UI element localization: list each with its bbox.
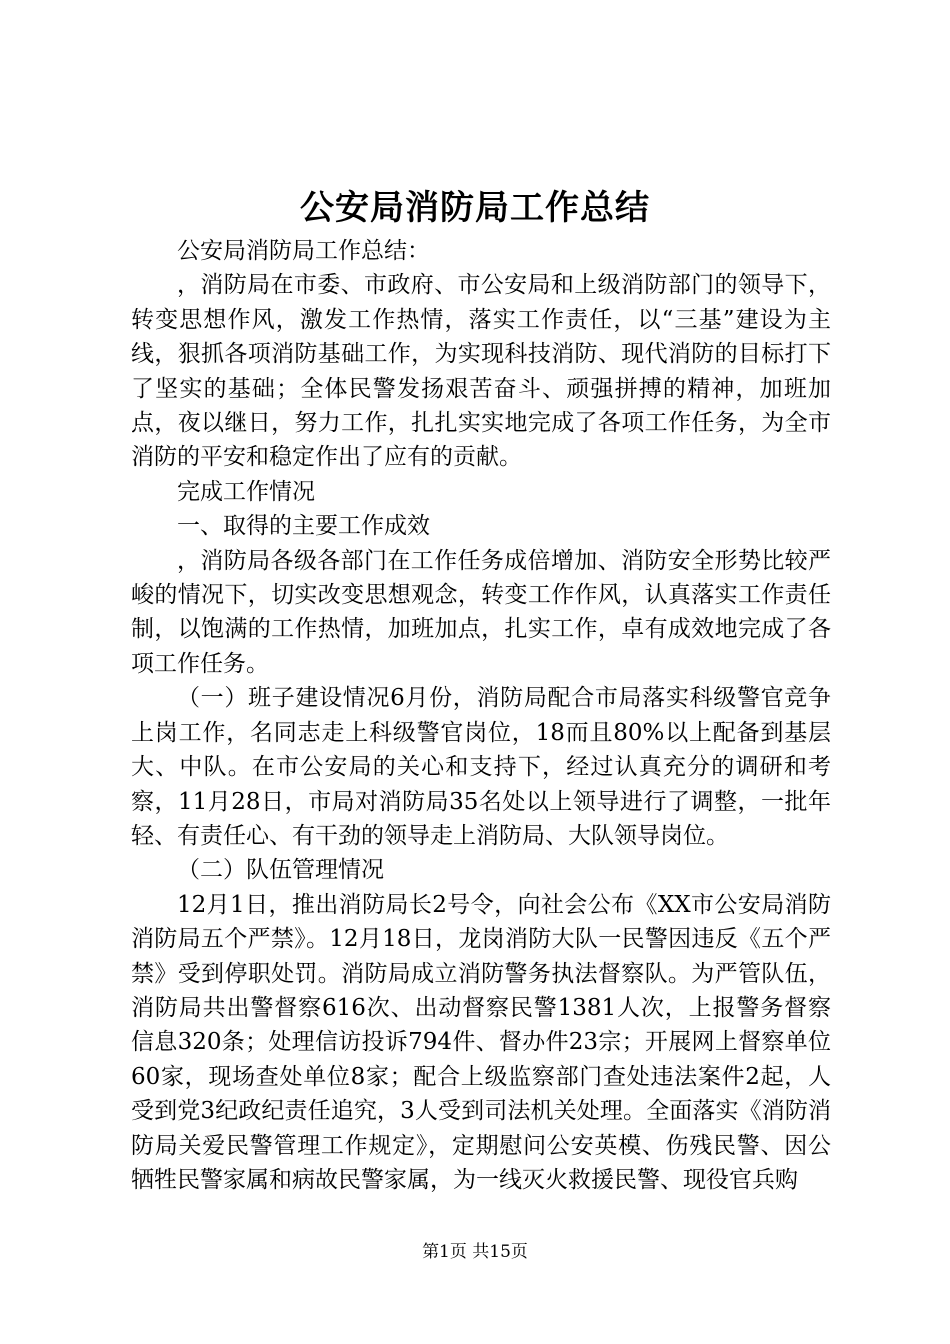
paragraph-subheading-1: 一、取得的主要工作成效 bbox=[177, 513, 430, 540]
paragraph-team-management: 12月1日，推出消防局长2号令，向社会公布《XX市公安局消防消防局五个严禁》。12月18日，龙岗消防大队一民警因违反《五个严禁》受到停职处罚。消防局成立消防警务执法督察队。为严管队伍，消防局共出警督察616次、出动督察民警1381人次，上报警务督察信息320条；处理信访投诉794件、督办件23宗；开展网上督察单位60家，现场查处单位8家；配合上级监察部门查处违法案件2起，人受到党3纪政纪责任追究，3人受到司法机关处理。全面落实《消防消防局关爱民警管理工作规定》，定期慰问公安英模、伤残民警、因公牺牲民警家属和病故民警家属，为一线灭火救援民警、现役官兵购 bbox=[131, 891, 832, 1193]
paragraph-achievements: ，消防局各级各部门在工作任务成倍增加、消防安全形势比较严峻的情况下，切实改变思想观念，转变工作作风，认真落实工作责任制，以饱满的工作热情，加班加点，扎实工作，卓有成效地完成了各项工作任务。 bbox=[131, 547, 831, 677]
document-title: 公安局消防局工作总结 bbox=[300, 188, 650, 228]
paragraph-intro: 公安局消防局工作总结： bbox=[177, 238, 430, 264]
paragraph-summary: ，消防局在市委、市政府、市公安局和上级消防部门的领导下，转变思想作风，激发工作热情，落实工作责任，以“三基”建设为主线，狠抓各项消防基础工作，为实现科技消防、现代消防的目标打下了坚实的基础；全体民警发扬艰苦奋斗、顽强拼搏的精神，加班加点，夜以继日，努力工作，扎扎实实地完成了各项工作任务，为全市消防的平安和稳定作出了应有的贡献。 bbox=[131, 272, 831, 471]
paragraph-team-building: （一）班子建设情况6月份，消防局配合市局落实科级警官竞争上岗工作，名同志走上科级警官岗位，18而且80%以上配备到基层大、中队。在市公安局的关心和支持下，经过认真充分的调研和考察，11月28日，市局对消防局35名处以上领导进行了调整，一批年轻、有责任心、有干劲的领导走上消防局、大队领导岗位。 bbox=[131, 685, 831, 849]
page-footer: 第1页 共15页 bbox=[422, 1242, 528, 1262]
paragraph-section-heading: 完成工作情况 bbox=[177, 478, 315, 505]
document-body bbox=[131, 234, 831, 1197]
paragraph-subheading-2: （二）队伍管理情况 bbox=[177, 857, 384, 884]
